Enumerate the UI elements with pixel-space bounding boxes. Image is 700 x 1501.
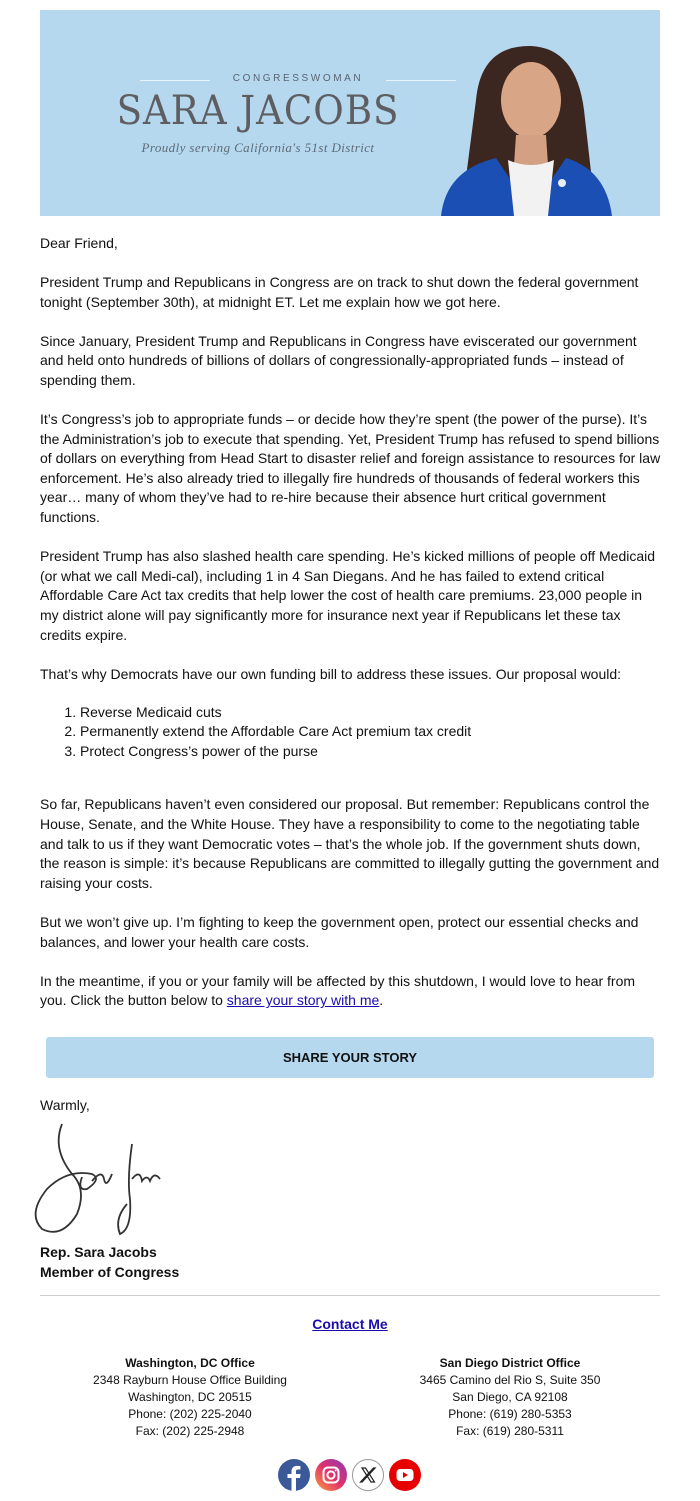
- text: In the meantime, if you or your family will be affected by this shutdown, I would love to hear from you. Click the button below to: [40, 972, 636, 1009]
- paragraph: [40, 972, 662, 1011]
- portrait-photo: [436, 40, 616, 216]
- closing: Warmly,: [40, 1096, 90, 1113]
- office-line: San Diego, CA 92108: [452, 1390, 568, 1404]
- office-line: 3465 Camino del Rio S, Suite 350: [419, 1373, 601, 1387]
- paragraph: That’s why Democrats have our own funding bill to address these issues. Our proposal would:: [40, 665, 622, 682]
- list-item: 2. Permanently extend the Affordable Care Act premium tax credit: [80, 722, 662, 742]
- office-line: Fax: (202) 225-2948: [135, 1424, 245, 1438]
- contact-me-link[interactable]: Contact Me: [312, 1316, 388, 1332]
- office-line: Phone: (619) 280-5353: [448, 1407, 572, 1421]
- proposal-list: [80, 703, 662, 762]
- list-item: 3. Protect Congress’s power of the purse: [80, 742, 662, 762]
- share-story-link[interactable]: share your story with me: [226, 992, 380, 1009]
- list-item: 1. Reverse Medicaid cuts: [80, 703, 662, 723]
- banner-name: SARA JACOBS: [116, 88, 400, 134]
- header-banner: [40, 10, 660, 216]
- social-links: [278, 1459, 421, 1491]
- office-line: Washington, DC 20515: [128, 1390, 252, 1404]
- facebook-icon[interactable]: [278, 1459, 310, 1491]
- share-your-story-button[interactable]: SHARE YOUR STORY: [46, 1037, 654, 1078]
- youtube-icon[interactable]: [389, 1459, 421, 1491]
- paragraph: Since January, President Trump and Republicans in Congress have eviscerated our government and held onto hundreds of billions of dollars of congressionally-appropriated funds – instead of spending them.: [40, 332, 637, 388]
- text: .: [379, 992, 384, 1009]
- paragraph: President Trump has also slashed health care spending. He’s kicked millions of people off Medicaid (or what we call Medi-cal), including 1 in 4 San Diegans. And he has failed to extend critical Affordable Care Act tax credits that help lower the cost of health care premiums. 23,000 people in my district alone will pay significantly more for insurance next year if Republicans let these tax credits expire.: [40, 548, 656, 643]
- greeting: Dear Friend,: [40, 235, 118, 251]
- banner-tagline: Proudly serving California's 51st District: [141, 140, 375, 155]
- signature-image: [32, 1119, 172, 1239]
- office-san-diego: [360, 1355, 660, 1440]
- divider: [40, 1295, 660, 1296]
- instagram-icon[interactable]: [315, 1459, 347, 1491]
- office-dc: [40, 1355, 340, 1440]
- office-line: Fax: (619) 280-5311: [456, 1424, 564, 1438]
- office-name: San Diego District Office: [439, 1356, 581, 1370]
- signature-name: Rep. Sara Jacobs: [40, 1244, 157, 1261]
- banner-kicker: CONGRESSWOMAN: [136, 73, 460, 84]
- office-line: 2348 Rayburn House Office Building: [93, 1373, 287, 1387]
- paragraph: It’s Congress’s job to appropriate funds – or decide how they’re spent (the power of the purse). It’s the Administration’s job to execute that spending. Yet, President Trump has refused to spend billions of dollars on everything from Head Start to disaster relief and foreign assistance to resources for law enforcement. He’s also already tried to illegally fire hundreds of thousands of federal workers this year… many of whom they’ve had to re-hire because their absence hurt critical government functions.: [40, 411, 661, 526]
- paragraph: But we won’t give up. I’m fighting to keep the government open, protect our essential checks and balances, and lower your health care costs.: [40, 913, 639, 950]
- letter-body: [40, 234, 662, 1283]
- office-line: Phone: (202) 225-2040: [128, 1407, 252, 1421]
- paragraph: So far, Republicans haven’t even considered our proposal. But remember: Republicans control the House, Senate, and the White House. They have a responsibility to come to the negotiating table and talk to us if they want Democratic votes – that’s the whole job. If the government shuts down, the reason is simple: it’s because Republicans are committed to illegally gutting the government and raising your costs.: [40, 796, 660, 891]
- x-icon[interactable]: [352, 1459, 384, 1491]
- paragraph: President Trump and Republicans in Congress are on track to shut down the federal government tonight (September 30th), at midnight ET. Let me explain how we got here.: [40, 274, 639, 310]
- signature-title: Member of Congress: [40, 1264, 180, 1280]
- office-name: Washington, DC Office: [125, 1356, 255, 1370]
